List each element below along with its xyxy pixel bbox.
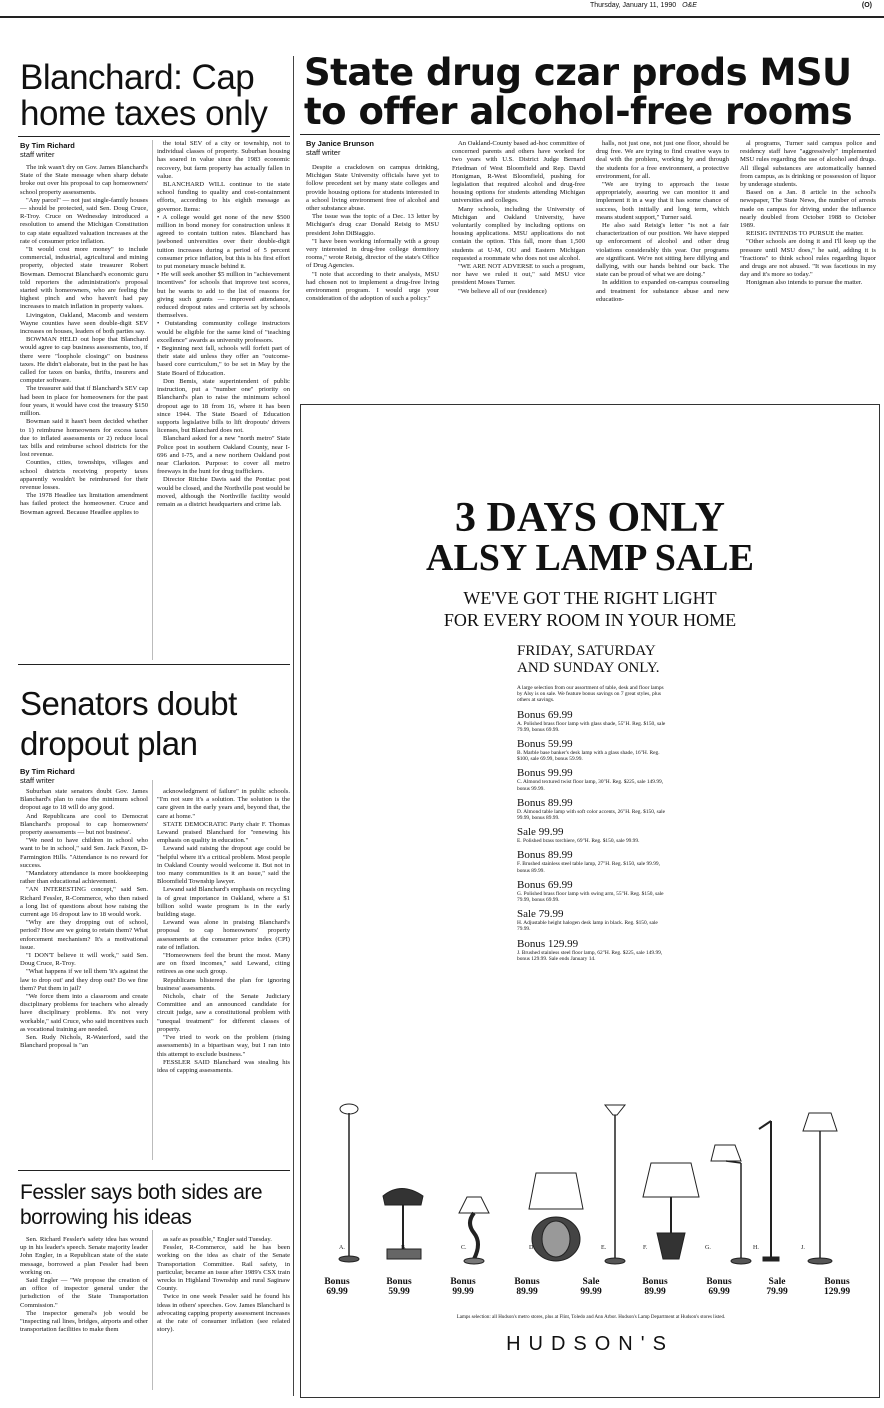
masthead-date: Thursday, January 11, 1990 — [590, 2, 677, 9]
story-drug-czar — [296, 18, 884, 418]
price-label: Bonus 89.99 — [514, 1277, 540, 1297]
paragraph: "I note that according to their analysis, MSU had chosen not to implement a drug-free living environment program. I would urge your consideration of the adoption of such a policy." — [306, 270, 439, 303]
article-column — [157, 788, 290, 1160]
paragraph: • Outstanding community college instructors would be eligible for the same kind of "teaching excellence" awards as university professors. — [157, 320, 290, 344]
paragraph: "Why are they dropping out of school, period? How are we going to retain them? What enforcement mechanism? It's a motivational issue. — [20, 919, 148, 951]
lamp-letter: J. — [801, 1245, 805, 1251]
lamp-letter: F. — [643, 1245, 648, 1251]
byline — [20, 142, 75, 159]
headline: Fessler says both sides are borrowing his ideas — [20, 1181, 263, 1230]
ad-item-price: Bonus 89.99 — [517, 849, 573, 862]
lamp-j-icon — [803, 1113, 837, 1264]
paragraph: Don Bemis, state superintendent of public instruction, put a "number one" priority on Blanchard's plan to raise the minimum school dropout age to 18 from 16, where it has been since 1944. The State Board of Education supports legislative bills to lift dropouts' drivers licenses, but Blanchard does not. — [157, 377, 290, 435]
ad-item-desc: A. Polished brass floor lamp with glass shade, 55"H. Reg. $150, sale 79.99, bonus 69.99. — [517, 720, 666, 733]
ad-item-price: Sale 99.99 — [517, 826, 564, 839]
lamp-letter: A. — [339, 1245, 345, 1251]
paragraph: • Beginning next fall, schools will forfeit part of their state aid unless they offer an "outcome-based core curriculum," to be set in May by the State Board of Education. — [157, 345, 290, 377]
ad-item-desc: H. Adjustable height halogen desk lamp in black. Reg. $150, sale 79.99. — [517, 920, 658, 933]
paragraph: "We need to have children in school who want to be in school," said Sen. Jack Faxon, D-Farmington Hills. "Attendance is no reward for success. — [20, 837, 148, 869]
lamp-illustration — [331, 1101, 851, 1271]
ad-item-desc: D. Almond table lamp with soft color accents, 26"H. Reg. $150, sale 99.99, bonus 89.99. — [517, 808, 666, 822]
headline-rule — [18, 136, 290, 137]
paragraph: The ink wasn't dry on Gov. James Blanchard's State of the State message when sharp debate broke out over his proposal to cap homeowners' school property assessments. — [20, 164, 148, 196]
paragraph: "What happens if we tell them 'it's against the law to drop out' and they drop out? Do we fine them? Put them in jail? — [20, 968, 148, 992]
paragraph: Lewand said raising the dropout age could be "helpful where it's a critical problem. Most people in Oakland County would welcome it. But not in too many communities is it an issue," said the Bloomfield Township lawyer. — [157, 845, 290, 886]
paragraph: Director Ritchie Davis said the Pontiac post would be closed, and the Northville post would be moved, although the Northville facility would remain as a district headquarters and crime lab. — [157, 476, 290, 508]
lamp-h-icon — [759, 1121, 779, 1261]
paragraph: "AN INTERESTING concept," said Sen. Richard Fessler, R-Commerce, who then raised a long list of questions about how raising the current age 16 dropout law to 18 would work. — [20, 886, 148, 919]
lamp-g-icon — [711, 1145, 751, 1264]
ad-sale-list — [517, 643, 667, 962]
paragraph: the total SEV of a city or township, not to individual classes of property. Suburban housing has soared in value since the 1983 economic recovery, but farm property has actually fallen in value. — [157, 140, 290, 180]
paragraph: The issue was the topic of a Dec. 13 letter by Michigan's drug czar Donald Reisig to MSU president John DiBiaggio. — [306, 213, 439, 237]
paragraph: as safe as possible," Engler said Tuesday. — [163, 1236, 272, 1243]
paragraph: Blanchard asked for a new "north metro" State Police post in southern Oakland County, near I-696 and I-75, and a new northern Oakland post near Clarkston. Purpose: to cover all metro freeways in the hunt for drug traffickers. — [157, 435, 290, 476]
paragraph: "Homeowners feel the brunt the most. Many are on fixed incomes," said Lewand, citing retirees as one such group. — [157, 952, 290, 976]
paragraph: Bowman said it hasn't been decided whether to 1) reimburse homeowners for excess taxes due to inflated assessments or 2) reduce local tax bills and reimburse school districts for the lost revenue. — [20, 418, 148, 459]
paragraph: "We force them into a classroom and create disciplinary problems for teachers who already have disciplinary problems. It's not very workable," said Cruce, who said incentives such as vocational training are needed. — [20, 993, 148, 1033]
price-label: Sale 79.99 — [766, 1277, 788, 1297]
ad-title: 3 DAYS ONLY — [455, 495, 725, 541]
masthead-page: (O) — [861, 2, 872, 9]
ad-item-price: Bonus 89.99 — [517, 796, 573, 809]
paragraph: Twice in one week Fessler said he found his ideas in others' speeches. Gov. James Blanchard is advocating capping property assessment increases at the rate of consumer inflation (see related story). — [157, 1293, 290, 1334]
paragraph: "I DON'T believe it will work," said Sen. Doug Cruce, R-Troy. — [20, 952, 148, 968]
paragraph: • A college would get none of the new $500 million in bond money for construction unless it agreed to contain tuition rates. Blanchard has jawboned universities over their double-digit tuition increases during a period of 5 percent consumer price inflation, but this is his first effort to put monetary muscle behind it. — [157, 213, 290, 271]
lamp-c-icon — [459, 1197, 489, 1264]
paragraph: In addition to expanded on-campus counseling and treatment for substance abuse and new education- — [596, 279, 729, 303]
lamp-letter: G. — [705, 1245, 711, 1251]
paragraph: Suburban state senators doubt Gov. James Blanchard's plan to raise the minimum school dropout age to 18 will do any good. — [20, 788, 148, 812]
paragraph: Honigman also intends to pursue the matter. — [746, 279, 863, 287]
lamp-letter: E. — [601, 1245, 607, 1251]
price-label: Bonus 59.99 — [386, 1277, 412, 1297]
ad-item-price: Bonus 69.99 — [517, 708, 573, 721]
ad-days: AND SUNDAY ONLY. — [517, 660, 660, 676]
story-rule — [18, 664, 290, 665]
ad-item-price: Bonus 59.99 — [517, 738, 573, 751]
paragraph: An Oakland-County based ad-hoc committee of concerned parents and others have worked for two years with U.S. District Judge Bernard Friedman of West Bloomfield and Rep. David Honigman, R-West Bloomfield, pushing for legislation that required alcohol and drug-free housing options for students attending Michigan universities and colleges. — [452, 140, 585, 205]
byline-role: staff writer — [306, 147, 341, 157]
ad-tagline: WE'VE GOT THE RIGHT LIGHT — [463, 588, 717, 608]
paragraph: The 1978 Headlee tax limitation amendment has failed protect the homeowner. Cruce and Bowman agreed. Because Headlee applies to — [20, 492, 148, 516]
paragraph: He also said Reisig's letter "is not a fair characterization of our position. We have stepped up enforcement of alcohol and other drug violations considerably this year. Our programs are significant. We're not sitting here dillying and dallying, with our hands behind our back. The state can be proud of what we are doing." — [596, 222, 729, 279]
paragraph: The inspector general's job would be "inspecting rail lines, bridges, airports and other transportation facilities to make them — [20, 1309, 148, 1334]
paragraph: al programs, Turner said campus police and residency staff have "aggressively" implemented MSU rules regarding the use of alcohol and drugs. All illegal substances are automatically banned from campus, as is drinking or possession of liquor by underage students. — [740, 140, 876, 189]
paragraph: Sen. Richard Fessler's safety idea has wound up in his leader's speech. Senate majority leader John Engler, in a Republican state of the state message, borrowed a plan Fessler had been working on. — [20, 1236, 148, 1276]
ad-item-desc: B. Marble base banker's desk lamp with a glass shade, 16"H. Reg. $100, sale 69.99, bonus 59.99. — [517, 750, 660, 763]
paragraph: "Mandatory attendance is more bookkeeping rather than educational achievement. — [20, 870, 148, 886]
article-column — [20, 164, 148, 678]
price-label: Bonus 99.99 — [450, 1277, 476, 1297]
price-label: Sale 99.99 — [580, 1277, 602, 1297]
headline-rule — [300, 134, 880, 135]
ad-intro: A large selection from our assortment of table, desk and floor lamps by Alsy is on sale. We feature bonus savings on 7 great styles, plus others at savings. — [517, 685, 664, 704]
ad-tagline: FOR EVERY ROOM IN YOUR HOME — [443, 610, 737, 630]
lamp-f-icon — [643, 1163, 699, 1259]
paragraph: Lewand was alone in praising Blanchard's proposal to cap homeowners' property assessments at the consumer price index (CPI) rate of inflation. — [157, 919, 290, 951]
ad-price-row — [305, 1277, 875, 1307]
paragraph: Republicans blistered the plan for ignoring business' assessments. — [157, 976, 290, 992]
lamp-letter: B. — [401, 1245, 407, 1251]
masthead — [590, 2, 880, 14]
headline: Senators doubt dropout plan — [20, 685, 237, 762]
paragraph: "I have been working informally with a group very interested in drug-free college dormitory rooms," wrote Reisig, director of the state's Office of Drug Agencies. — [306, 237, 439, 270]
article-column — [20, 788, 148, 1160]
article-column — [740, 140, 876, 404]
price-label: Bonus 69.99 — [324, 1277, 350, 1297]
paragraph: STATE DEMOCRATIC Party chair F. Thomas Lewand praised Blanchard for "renewing his emphasis on quality in education." — [157, 820, 290, 845]
paragraph: And Republicans are cool to Democrat Blanchard's proposal to cap homeowners' property assessments — but not business'. — [20, 812, 148, 837]
ad-item-desc: F. Brushed stainless steel table lamp, 27"H. Reg. $150, sale 99.99, bonus 89.99. — [517, 861, 660, 874]
byline-role: staff writer — [20, 149, 55, 159]
ad-item-desc: G. Polished brass floor lamp with swing arm, 55"H. Reg. $150, sale 79.99, bonus 69.99. — [517, 890, 664, 904]
paragraph: "Other schools are doing it and I'll keep up the pressure until MSU does," he said, adding it is "fractions" to think school rules regarding liquor and drugs are not abused. "It was facetious in my day and it's more so today." — [740, 238, 876, 279]
paragraph: Livingston, Oakland, Macomb and western Wayne counties have seen double-digit SEV increases on houses, leaders of both parties say. — [20, 311, 148, 336]
hudsons-advertisement — [300, 404, 880, 1398]
paragraph: Sen. Rudy Nichols, R-Waterford, said the Blanchard proposal is "an — [20, 1034, 148, 1050]
paragraph: Nichols, chair of the Senate Judiciary Committee and an announced candidate for circuit judge, saw a constitutional problem with "unequal treatment" for different classes of property. — [157, 993, 290, 1033]
lamp-letter: C. — [461, 1245, 467, 1251]
ad-days: FRIDAY, SATURDAY — [517, 643, 656, 659]
paragraph: Many schools, including the University of Michigan and Oakland University, have voluntarily complied by including options on housing applications. MSU applications do not contain the option. This fall, more than 1,500 students at U-M, OU and Eastern Michigan requested a roommate who does not use alcohol. — [452, 205, 585, 262]
paragraph: Based on a Jan. 8 article in the school's newspaper, The State News, the number of arrests made on campus for driving under the influence nearly doubled from October 1988 to October 1989. — [740, 189, 876, 230]
ad-item-desc: E. Polished brass torchiere, 69"H. Reg. $150, sale 99.99. — [517, 838, 640, 845]
ad-item-price: Bonus 129.99 — [517, 937, 579, 950]
ad-item-price: Sale 79.99 — [517, 908, 564, 921]
article-column — [596, 140, 729, 404]
headline: Blanchard: Cap home taxes only — [20, 58, 268, 133]
paragraph: BOWMAN HELD out hope that Blanchard would agree to cap business assessments, too, if there were "loophole closings" on business taxes. He didn't elaborate, but in the past he has called for taxes on banks, thrifts, insurers and computer software. — [20, 336, 148, 385]
lamp-a-icon — [339, 1104, 359, 1262]
ad-item-desc: C. Almond textured twist floor lamp, 30"H. Reg. $225, sale 149.99, bonus 99.99. — [517, 779, 664, 792]
article-column — [452, 140, 585, 404]
ad-item-price: Bonus 69.99 — [517, 878, 573, 891]
byline — [306, 140, 374, 157]
lamp-letter: H. — [753, 1245, 759, 1251]
masthead-section: O&E — [682, 2, 697, 9]
byline-author: By Tim Richard — [20, 767, 75, 776]
paragraph: "Any parcel" — not just single-family houses — should be protected, said Sen. Doug Cruce, R-Troy. Cruce on Wednesday introduced a resolution to amend the Michigan Constitution to cap state equalized valuation increases at the rate of consumer price inflation. — [20, 196, 148, 245]
ad-item-price: Bonus 99.99 — [517, 767, 573, 780]
story-rule — [18, 1170, 290, 1171]
store-logo: HUDSON'S — [506, 1333, 674, 1355]
lamp-d-icon — [529, 1173, 583, 1261]
byline-role: staff writer — [20, 775, 55, 785]
lamp-letter: D. — [529, 1245, 535, 1251]
paragraph: "I've tried to work on the problem (rising assessments) in a bipartisan way, but I ran into this attempt to exclude business." — [157, 1034, 290, 1058]
paragraph: "We believe all of our (residence) — [458, 287, 547, 295]
article-column — [157, 1236, 290, 1392]
headline: State drug czar prods MSU to offer alcohol-free rooms — [304, 51, 853, 133]
article-column — [157, 140, 290, 678]
paragraph: halls, not just one, not just one floor, should be drug free. We are trying to find creative ways to deal with the problem, working by and through the students for a free environment, a protective environment, for all. — [596, 140, 729, 180]
paragraph: FESSLER SAID Blanchard was stealing his idea of capping assessments. — [157, 1058, 290, 1074]
price-label: Bonus 89.99 — [642, 1277, 668, 1297]
ad-item-desc: J. Brushed stainless steel floor lamp, 62"H. Reg. $225, sale 149.99, bonus 129.99. Sale ends January 14. — [517, 949, 663, 962]
paragraph: REISIG INTENDS TO PURSUE the matter. — [746, 230, 864, 238]
paragraph: Counties, cities, townships, villages and school districts receiving property taxes apparently wouldn't be reimbursed for their revenue losses. — [20, 459, 148, 491]
paragraph: Said Engler — "We propose the creation of an office of inspector general under the jurisdiction of the State Transportation Commission." — [20, 1277, 148, 1309]
story-fessler — [0, 1170, 292, 1400]
paragraph: The treasurer said that if Blanchard's SEV cap had been in place for homeowners for the past four years, it would have cost the treasury $150 million. — [20, 385, 148, 418]
story-senators — [0, 664, 292, 1184]
price-label: Bonus 129.99 — [823, 1277, 851, 1297]
ad-title: ALSY LAMP SALE — [426, 537, 754, 579]
article-column — [306, 164, 439, 404]
paragraph: Despite a crackdown on campus drinking, Michigan State University officials have yet to follow precedent set by many state colleges and provide housing options for students interested in a school living environment free of alcohol and other substance abuse. — [306, 164, 439, 213]
story-blanchard — [0, 18, 292, 668]
price-label: Bonus 69.99 — [706, 1277, 732, 1297]
paragraph: "It would cost more money" to include commercial, industrial, agricultural and mining property, objected state treasurer Robert Bowman. Democrat Blanchard's economic guru told reporters the administration's proposal started with homeowners, who are feeling the highest pinch and who haven't had pay increases to match inflation in property values. — [20, 246, 148, 311]
ad-fine-print: Lamps selection: all Hudson's metro stores, plus at Flint, Toledo and Ann Arbor. Hudson's Lamp Department at Hudson's stores listed. — [456, 1315, 726, 1320]
byline-author: By Tim Richard — [20, 141, 75, 150]
paragraph: Lewand said Blanchard's emphasis on recycling is of great importance in Oakland, where a $1 billion solid waste program is in the early building stage. — [157, 886, 290, 919]
column-rule — [293, 56, 294, 1396]
paragraph: • He will seek another $5 million in "achievement incentives" for schools that improve test scores, but he wants to add to the list of reasons for giving such grants — improved attendance, reduced dropout rates and criteria set by schools themselves. — [157, 271, 290, 320]
paragraph: "WE ARE NOT ADVERSE to such a program, nor have we ruled it out," said MSU vice president Moses Turner. — [452, 263, 585, 287]
paragraph: acknowledgment of failure" in public schools. "I'm not sure it's a solution. The solution is the care given in the early years and, beyond that, the care at home." — [157, 788, 290, 820]
paragraph: "We are trying to approach the issue appropriately, assuring we can monitor it and implement it in a way that it has some chance of success, both initially and long term, which means student support," Turner said. — [596, 181, 729, 221]
article-column — [20, 1236, 148, 1392]
paragraph: BLANCHARD WILL continue to tie state school funding to quality and cost-containment efforts, according to his eighth message as governor. Items: — [157, 181, 290, 213]
lamp-e-icon — [605, 1105, 625, 1264]
byline — [20, 768, 75, 785]
paragraph: Fessler, R-Commerce, said he has been working on the idea as chair of the Senate Transportation Committee. Rail safety, in particular, became an issue after 1989's CSX train wrecks in Highland Township and rural Saginaw County. — [157, 1244, 290, 1293]
byline-author: By Janice Brunson — [306, 139, 374, 148]
